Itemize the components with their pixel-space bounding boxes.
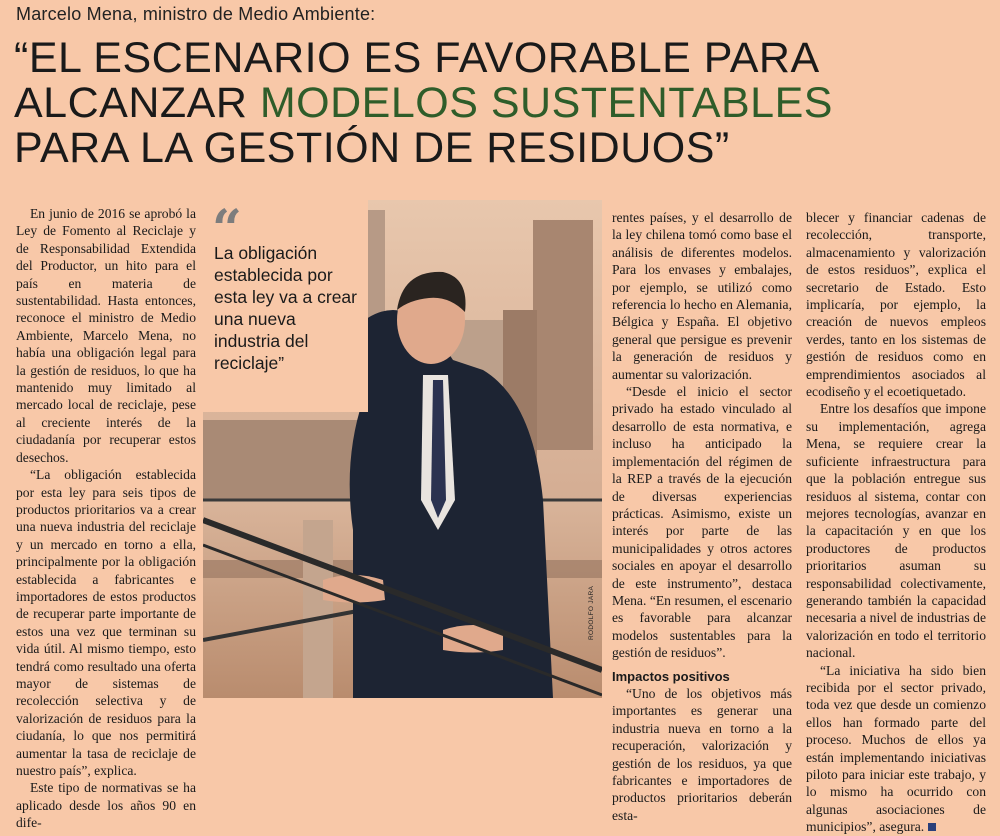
subheading: Impactos positivos — [612, 668, 730, 684]
article-column-4 — [806, 209, 986, 836]
paragraph: “Uno de los objetivos más importantes es generar una industria nueva en torno a la recuperación, valorización y gestión de los residuos, ya que fabricantes e importadores de productos prioritarios deberán esta- — [612, 685, 792, 823]
headline-highlight: MODELOS SUSTENTABLES — [259, 79, 833, 127]
quote-mark-icon: “ — [212, 199, 242, 260]
paragraph-text: “La iniciativa ha sido bien recibida por el sector privado, toda vez que desde un comienzo ellos han formado parte del proceso. Muchos de ellos ya están implementando iniciativas piloto para iniciar este trabajo, y lo mismo ha ocurrido con algunas asociaciones de municipios”, asegura. — [806, 662, 986, 835]
paragraph: Este tipo de normativas se ha aplicado desde los años 90 en dife- — [16, 780, 196, 831]
pull-quote: La obligación establecida por esta ley va a crear una nueva industria del reciclaje” — [214, 243, 357, 373]
article-column-1 — [16, 205, 196, 832]
paragraph: “La obligación establecida por esta ley para seis tipos de productos prioritarios va a crear una nueva industria del reciclaje y un mercado en torno a ella, principalmente por la obligación establecida a fabricantes e importadores de estos productos de recuperar parte importante de estos una vez que terminan su vida útil. Al mismo tiempo, esto tendrá como resultado una oferta mayor de sistemas de recolección selectiva y de valorización de residuos para la ciudanía, lo que nos permitirá aumentar la tasa de reciclaje de nuestro país”, explica. — [16, 467, 196, 778]
paragraph: blecer y financiar cadenas de recolección, transporte, almacenamiento y valorización de estos residuos”, explica el secretario de Estado. Esto implicaría, por ejemplo, la creación de nuevos empleos verdes, tanto en los sistemas de gestión de residuos como en emprendimientos asociados al ecodiseño y el ecoetiquetado. — [806, 210, 986, 400]
photo-credit: RODOLFO JARA — [588, 585, 595, 640]
headline-line-2-start: ALCANZAR — [14, 79, 260, 127]
paragraph: rentes países, y el desarrollo de la ley chilena tomó como base el análisis de diferentes modelos. Para los envases y embalajes, por ejemplo, se utilizó como referencia lo hecho en Alemania, Bélgica y España. El objetivo general que persigue es prevenir la generación de residuos y aumentar su valorización. — [612, 210, 792, 382]
paragraph: “Desde el inicio el sector privado ha estado vinculado al desarrollo de esta normativa, e incluso ha anticipado la implementación del régimen de la REP a través de la ejecución de diversas experiencias prácticas. Asimismo, existe un interés por parte de las municipalidades y otros actores sociales en apoyar el desarrollo de este instrumento”, destaca Mena. “En resumen, el escenario es favorable para alcanzar modelos sustentables para la gestión de residuos”. — [612, 384, 792, 661]
headline-line-3: PARA LA GESTIÓN DE RESIDUOS” — [14, 124, 730, 172]
paragraph: Entre los desafíos que impone su implementación, agrega Mena, se requiere crear la suficiente infraestructura para que la población entregue sus residuos al sistema, contar con mejores tecnologías, avanzar en la capacitación y en que los productores de productos prioritarios asuman su responsabilidad colectivamente, generando también la capacidad necesaria a nivel de industrias de valorización en todo el territorio nacional. — [806, 401, 986, 661]
article-column-3 — [612, 209, 792, 824]
end-of-article-icon — [928, 823, 936, 831]
paragraph: En junio de 2016 se aprobó la Ley de Fomento al Reciclaje y de Responsabilidad Extendida del Productor, un hito para el país en materia de sustentabilidad. Hasta entonces, reconoce el ministro de Medio Ambiente, Marcelo Mena, no había una obligación legal para la gestión de residuos, lo que ha mantenido muy limitado al mercado local de reciclaje, pese al creciente interés de la ciudadanía por recuperar estos desechos. — [16, 206, 196, 465]
article-headline — [14, 36, 984, 171]
headline-line-1: “EL ESCENARIO ES FAVORABLE PARA — [14, 34, 820, 82]
headline-line-2 — [14, 81, 984, 126]
paragraph-last — [806, 662, 986, 836]
article-kicker: Marcelo Mena, ministro de Medio Ambiente: — [16, 4, 376, 24]
